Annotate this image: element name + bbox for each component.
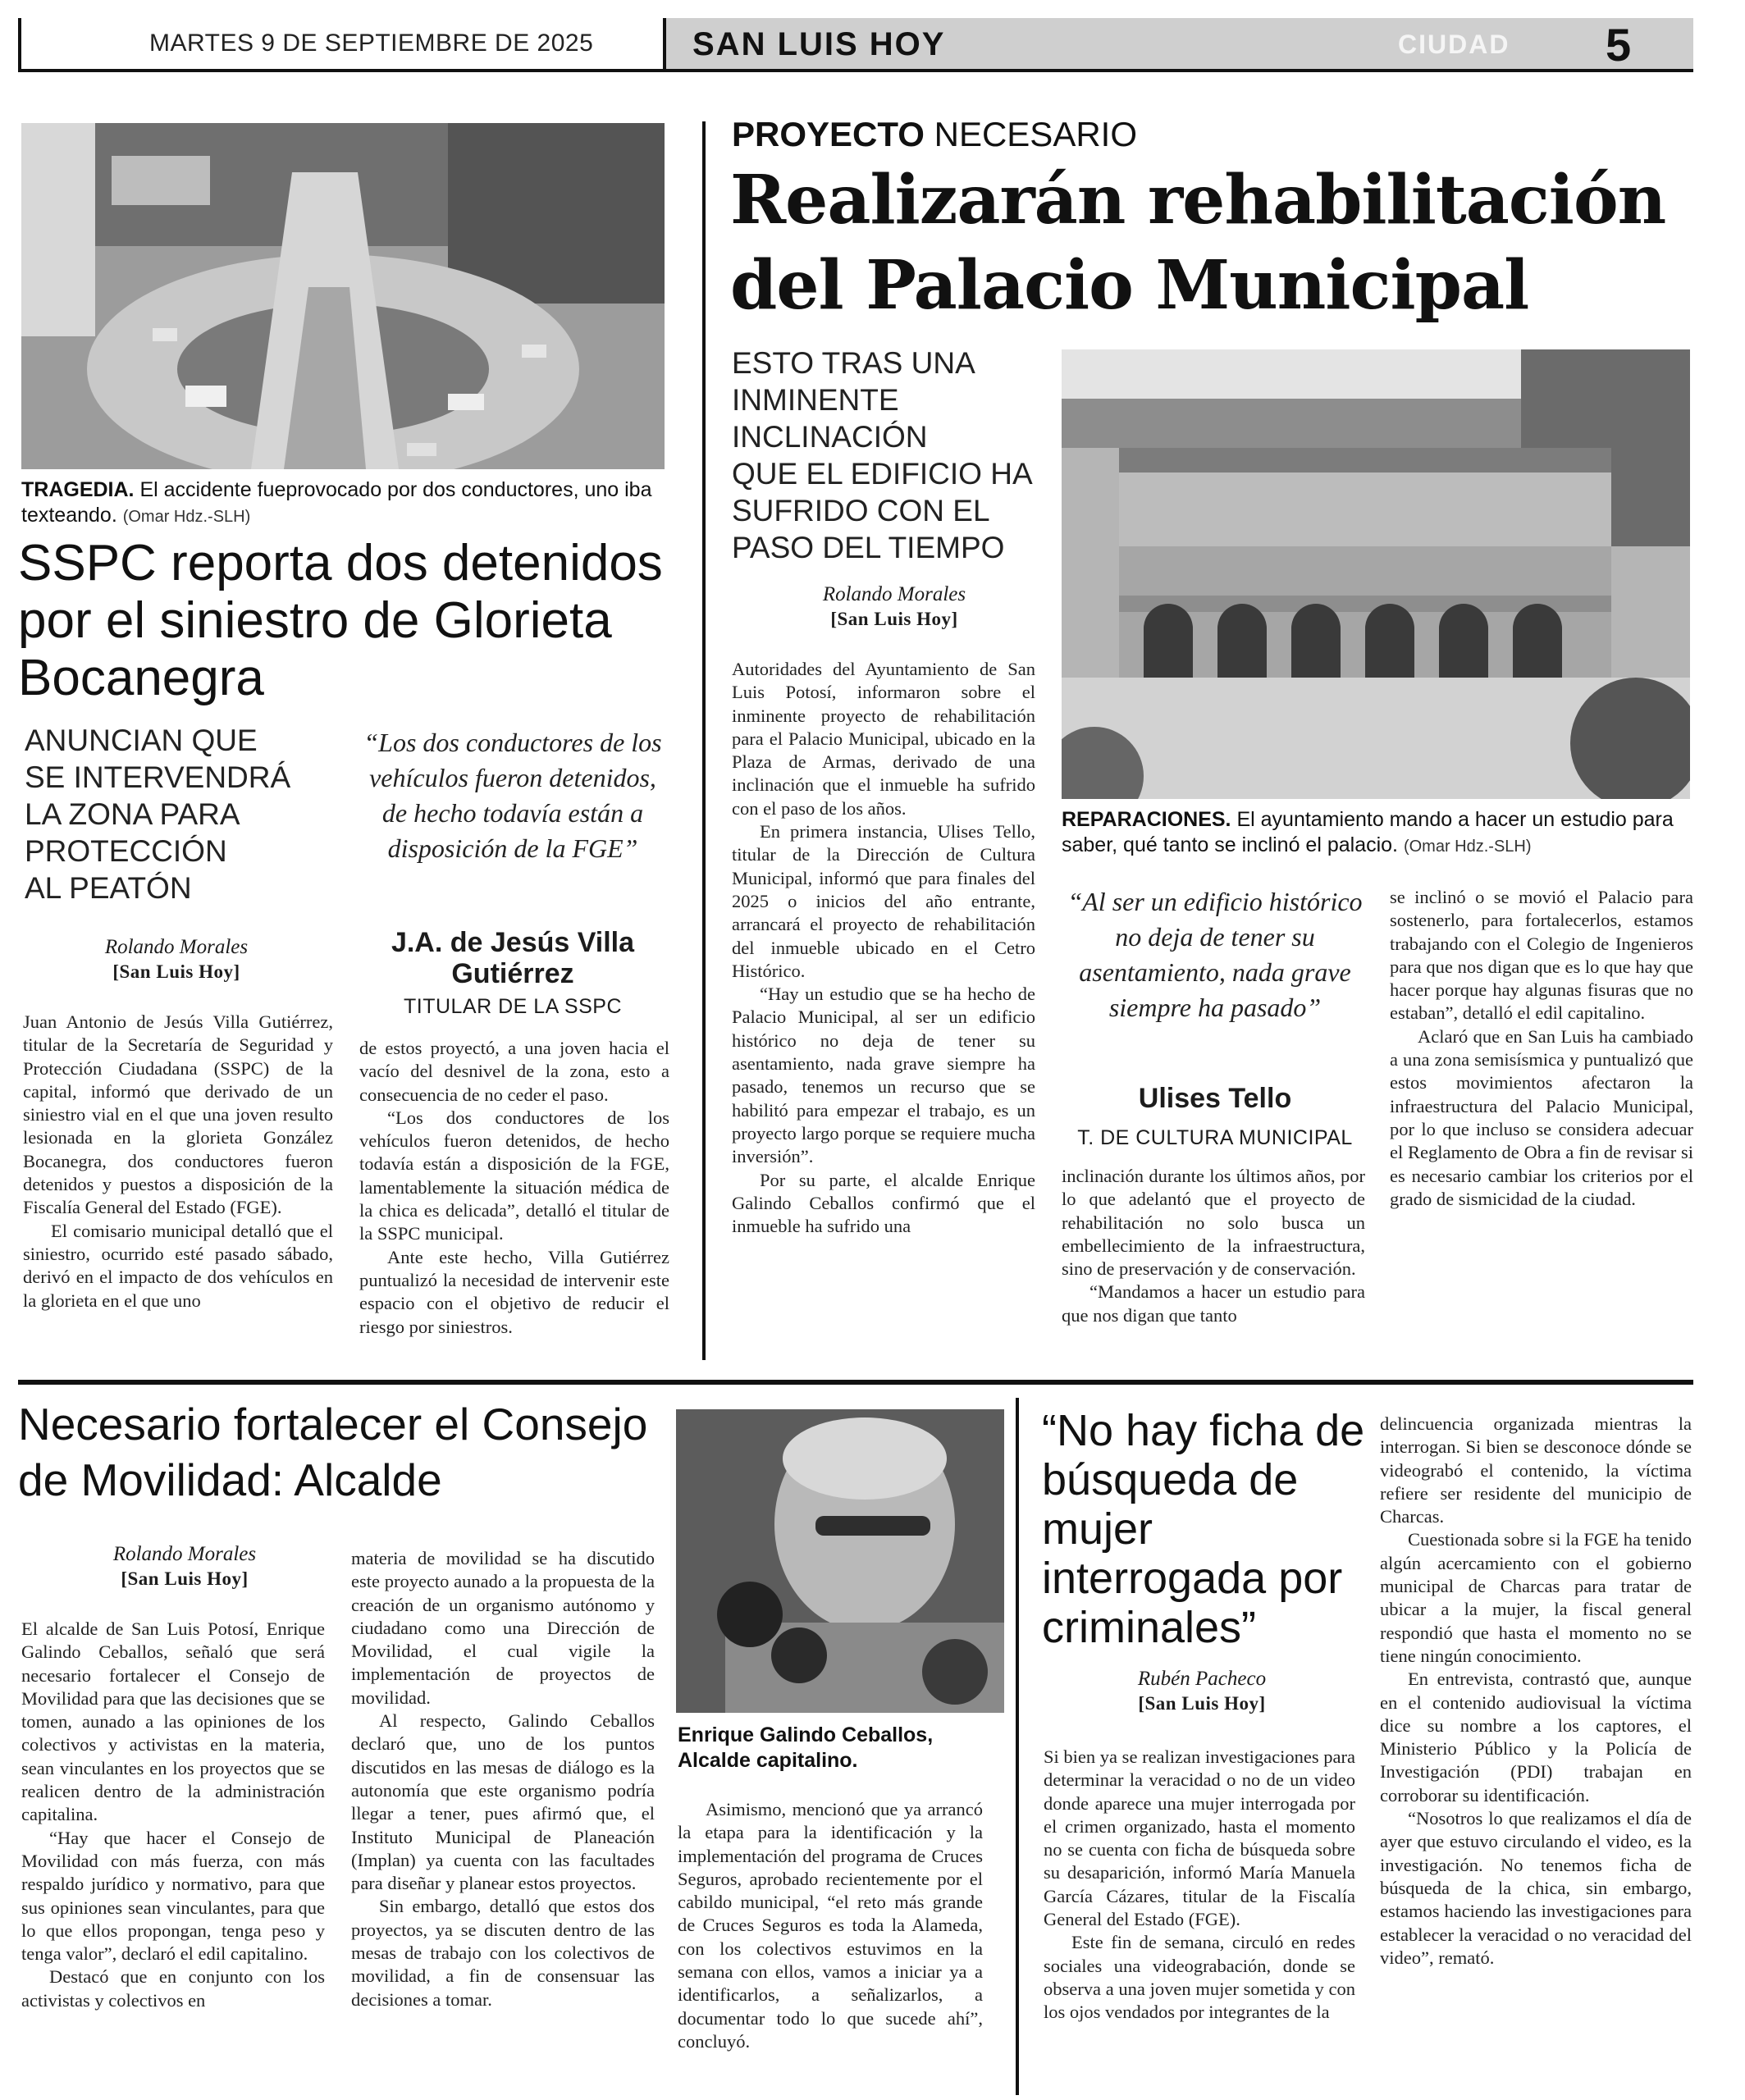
masthead-bottom-rule [18,69,666,72]
deck-line: ANUNCIAN QUE [25,724,258,757]
author-name: Rolando Morales [104,936,249,958]
deck-line: PROTECCIÓN [25,834,227,868]
story1-byline [74,935,279,984]
photo-credit: (Omar Hdz.-SLH) [122,508,251,526]
section-name: CIUDAD [1398,30,1510,59]
paragraph: El alcalde de San Luis Potosí, Enrique Galindo Ceballos, señaló que será necesario fortalecer el Consejo de Movilidad para que las decisiones que se tomen, aunado a las opiniones de los colectivos y activistas en la materia, sean vinculantes en los proyectos que se realicen dentro de la administración capitalina. [21,1618,325,1825]
story3-column-1 [21,1618,325,2012]
column-divider-lower [1016,1398,1019,2095]
paragraph: En entrevista, contrastó que, aunque en el contenido audiovisual la víctima dice su nombre a los captores, el Ministerio Público y la Policía de Investigación (PDI) trabajan en corroborar su identificación. [1380,1669,1692,1806]
alcalde-photo-caption: Enrique Galindo Ceballos, Alcalde capitalino. [678,1723,934,1772]
section-rule [18,1380,1693,1385]
palacio-photo [1062,349,1690,799]
caption-lead: TRAGEDIA. [21,478,135,501]
story2-deck [732,345,1060,566]
story3-byline [66,1542,304,1591]
story4-column-2 [1380,1413,1692,1970]
page-number: 5 [1606,19,1632,71]
story1-quote-name: J.A. de Jesús Villa Gutiérrez [391,927,635,989]
story2-column-3 [1390,886,1693,1211]
palacio-photo-caption [1062,807,1693,860]
story3-column-2 [351,1547,655,2011]
paragraph: inclinación durante los últimos años, por lo que adelantó que el proyecto de rehabilitación no solo busca un embellecimiento de la infraestructura, sino de preservación y de conservación. [1062,1166,1365,1280]
paragraph: En primera instancia, Ulises Tello, titular de la Dirección de Cultura Municipal, informó que para finales del 2025 o inicios del año entrante, arrancará el proyecto de rehabilitación del inmueble ubicado en el Cetro Histórico. [732,821,1035,981]
story2-pull-quote: “Al ser un edificio histórico no deja de tener su asentamiento, nada grave siempre ha pasado” [1067,887,1363,1022]
alcalde-photo [676,1409,1004,1713]
story2-headline: Realizarán rehabilitación del Palacio Municipal [730,161,1666,325]
story1-column-1 [23,1011,333,1312]
story2-quote-name: Ulises Tello [1138,1083,1292,1114]
masthead [18,18,1693,72]
paragraph: “Nosotros lo que realizamos el día de ayer que estuvo circulando el video, es la investigación. No tenemos ficha de búsqueda de la chica, sin embargo, estamos haciendo las investigaciones para establecer la veracidad o no veracidad del video”, remató. [1380,1808,1692,1968]
paragraph: Por su parte, el alcalde Enrique Galindo Ceballos confirmó que el inmueble ha sufrido una [732,1169,1035,1237]
paragraph: de estos proyectó, a una joven hacia el vacío del desnivel de la zona, esto a consecuencia de no ceder el paso. [359,1038,669,1105]
story4-column-1 [1044,1746,1355,2025]
story3-column-3 [678,1798,983,2053]
paragraph: Este fin de semana, circuló en redes sociales una videograbación, donde se observa a una joven mujer sometida y con los ojos vendados por integrantes de la [1044,1932,1355,2023]
author-outlet: [San Luis Hoy] [112,961,240,982]
story2-column-2 [1062,1165,1365,1327]
deck-line: INMINENTE [732,383,899,417]
story1-deck [25,722,353,906]
paragraph: Asimismo, mencionó que ya arrancó la etapa para la identificación y la implementación del programa de Cruces Seguros, aprobado recientemente por el cabildo municipal, “el reto más grande de Cruces Seguros es toda la Alameda, con los colectivos estuvimos en la semana con ellos, vamos a iniciar ya a identificarlos, a señalizarlos, a documentar todo lo que sucede ahí”, concluyó. [678,1799,983,2052]
paragraph: Al respecto, Galindo Ceballos declaró que, uno de los puntos discutidos en las mesas de diálogo es la autonomía que este organismo podría llegar a tener, pues afirmó que, el Instituto Municipal de Planeación (Implan) ya cuenta con las facultades para diseñar y planear estos proyectos. [351,1710,655,1894]
issue-date: MARTES 9 DE SEPTIEMBRE DE 2025 [149,30,594,57]
author-name: Rolando Morales [112,1543,257,1565]
paragraph: Autoridades del Ayuntamiento de San Luis Potosí, informaron sobre el inminente proyecto de rehabilitación para el Palacio Municipal, ubicado en la Plaza de Armas, derivado de una inclinación que el inmueble ha sufrido con el paso de los años. [732,659,1035,819]
paragraph: Si bien ya se realizan investigaciones para determinar la veracidad o no de un video donde aparece una mujer interrogada por el crimen organizado, hasta el momento no se cuenta con ficha de búsqueda sobre su desaparición, informó María Manuela García Cázares, titular de la Fiscalía General del Estado (FGE). [1044,1746,1355,1930]
paragraph: Ante este hecho, Villa Gutiérrez puntualizó la necesidad de intervenir este espacio con el objetivo de reducir el riesgo por siniestros. [359,1246,669,1337]
author-name: Rubén Pacheco [1137,1668,1267,1690]
paragraph: materia de movilidad se ha discutido este proyecto aunado a la propuesta de la creación de un organismo autónomo y ciudadano como una Dirección de Movilidad, el cual vigile la implementación de proyectos de movilidad. [351,1548,655,1708]
caption-text: El ayuntamiento mando a hacer un estudio para saber, qué tanto se inclinó el palacio. [1062,808,1674,856]
paragraph: “Hay que hacer el Consejo de Movilidad con más fuerza, con más respaldo jurídico y normativo, para que sus opiniones sean vinculantes, para que lo que ellos propongan, tenga peso y tenga valor”, declaró el edil capitalino. [21,1827,325,1965]
paragraph: “Mandamos a hacer un estudio para que nos digan que tanto [1062,1281,1365,1326]
glorieta-photo [21,123,665,469]
paragraph: “Los dos conductores de los vehículos fueron detenidos, de hecho todavía están a disposición de la FGE, lamentablemente la situación médica de la chica es delicada”, detalló el titular de la SSPC municipal. [359,1107,669,1244]
paragraph: Juan Antonio de Jesús Villa Gutiérrez, titular de la Secretaría de Seguridad y Protección Ciudadana (SSPC) de la capital, informó que derivado de un siniestro vial en el que una joven resulto lesionada en la glorieta González Bocanegra, dos conductores fueron detenidos y puestos a disposición de la Fiscalía General del Estado (FGE). [23,1011,333,1218]
caption-text: El accidente fueprovocado por dos conductores, uno iba texteando. [21,478,652,527]
story1-headline: SSPC reporta dos detenidos por el siniestro de Glorieta Bocanegra [18,535,663,706]
story2-byline [771,582,1017,632]
paragraph: El comisario municipal detalló que el siniestro, ocurrido esté pasado sábado, derivó en el impacto de dos vehículos en la glorieta en el que uno [23,1220,333,1311]
kicker-bold: PROYECTO [732,115,925,153]
deck-line: INCLINACIÓN [732,420,928,454]
author-outlet: [San Luis Hoy] [1138,1693,1266,1714]
glorieta-aerial-image [21,123,665,469]
paragraph: Sin embargo, detalló que estos dos proyectos, ya se discuten dentro de las mesas de trabajo con los colectivos de movilidad, a fin de consensuar las decisiones a tomar. [351,1896,655,2010]
story3-headline: Necesario fortalecer el Consejo de Movilidad: Alcalde [18,1399,648,1505]
author-name: Rolando Morales [822,583,966,605]
deck-line: AL PEATÓN [25,871,192,905]
masthead-bar-bottom [666,69,1693,72]
paragraph: “Hay un estudio que se ha hecho de Palacio Municipal, al ser un edificio histórico no deja de tener su asentamiento, nada grave siempre ha pasado, tenemos un recurso que se habilitó para empezar el trabajo, es un proyecto largo porque se requiere mucha inversión”. [732,984,1035,1167]
deck-line: SUFRIDO CON EL [732,494,990,527]
paragraph: se inclinó o se movió el Palacio para sostenerlo, para fortalecerlos, estamos trabajando con el Colegio de Ingenieros para que nos digan que es lo que hay que hacer porque hay algunas fisuras que no estaban”, detalló el edil capitalino. [1390,887,1693,1024]
paragraph: delincuencia organizada mientras la interrogan. Si bien se desconoce dónde se videograbó el contenido, la víctima refiere ser residente del municipio de Charcas. [1380,1413,1692,1527]
story4-byline [1083,1667,1321,1716]
author-outlet: [San Luis Hoy] [121,1568,249,1589]
story4-headline: “No hay ficha de búsqueda de mujer interrogada por criminales” [1042,1406,1365,1652]
caption-lead: REPARACIONES. [1062,808,1231,831]
paragraph: Cuestionada sobre si la FGE ha tenido algún acercamiento con el gobierno municipal de Charcas para tratar de ubicar a la mujer, la fiscal general respondió que hasta el momento no se tiene ningún conocimiento. [1380,1529,1692,1666]
deck-line: LA ZONA PARA [25,797,240,831]
column-divider [702,121,706,1360]
alcalde-portrait-image [676,1409,1004,1713]
photo-credit: (Omar Hdz.-SLH) [1403,838,1532,856]
palacio-municipal-image [1062,349,1690,799]
deck-line: ESTO TRAS UNA [732,346,975,380]
story1-pull-quote: “Los dos conductores de los vehículos fueron detenidos, de hecho todavía están a disposición de la FGE” [363,728,662,863]
deck-line: PASO DEL TIEMPO [732,531,1005,564]
glorieta-photo-caption [21,477,669,530]
deck-line: SE INTERVENDRÁ [25,760,291,794]
paragraph: Aclaró que en San Luis ha cambiado a una zona semisísmica y puntualizó que estos movimientos afectaron la infraestructura del Palacio Municipal, por lo que incluso se considera adecuar el Reglamento de Obra a fin de revisar si es necesario cambiar los criterios por el grado de sismicidad de la ciudad. [1390,1025,1693,1209]
paper-name: SAN LUIS HOY [692,26,946,62]
story2-kicker [732,115,1137,154]
masthead-left-rule [18,18,21,72]
paragraph: Destacó que en conjunto con los activistas y colectivos en [21,1966,325,2011]
kicker-light: NECESARIO [934,115,1137,153]
deck-line: QUE EL EDIFICIO HA [732,457,1033,491]
story2-column-1 [732,658,1035,1238]
story1-column-2 [359,1037,669,1339]
story1-quote-title: TITULAR DE LA SSPC [403,995,623,1018]
author-outlet: [San Luis Hoy] [830,609,958,629]
story2-quote-title: T. DE CULTURA MUNICIPAL [1077,1126,1353,1149]
